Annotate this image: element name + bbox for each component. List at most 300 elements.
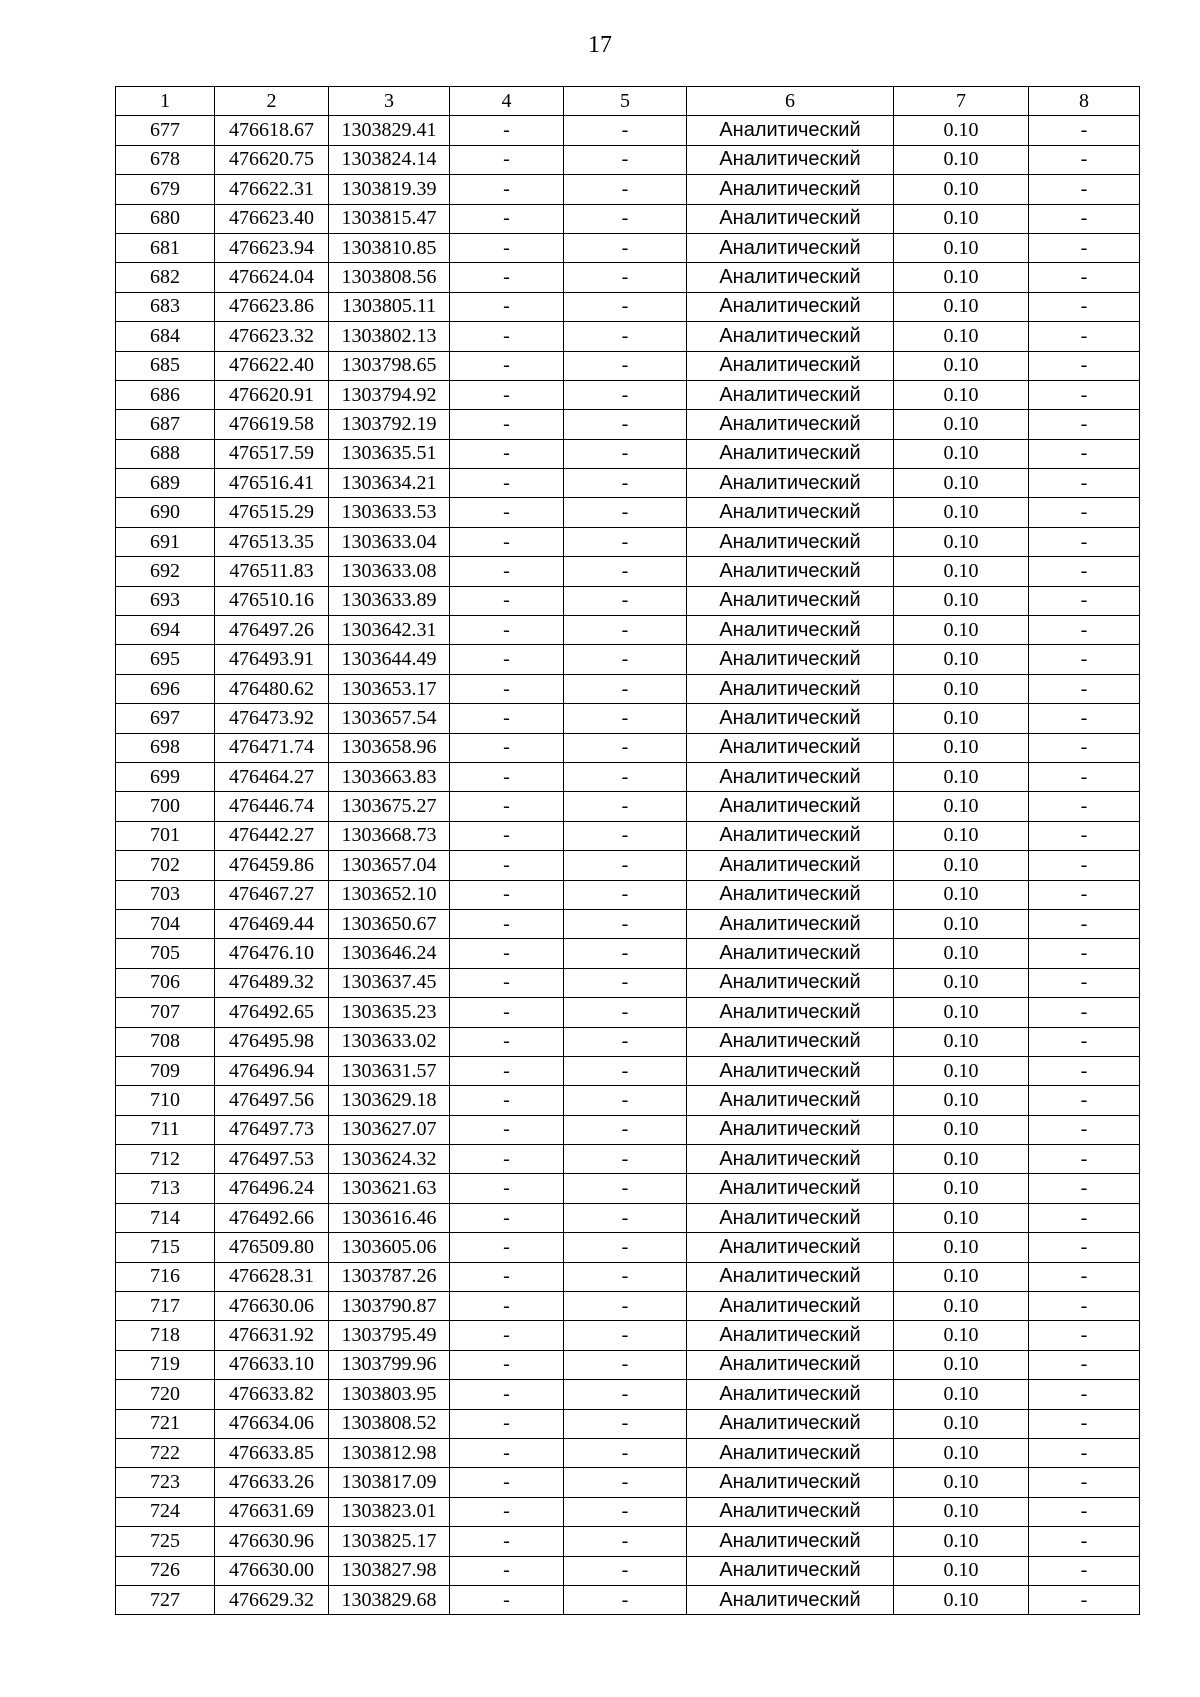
accuracy-cell: 0.10 — [894, 439, 1029, 468]
col4-cell: - — [450, 1174, 564, 1203]
col4-cell: - — [450, 498, 564, 527]
accuracy-cell: 0.10 — [894, 527, 1029, 556]
y-coordinate-cell: 1303825.17 — [329, 1527, 450, 1556]
col5-cell: - — [564, 1086, 687, 1115]
method-cell: Аналитический — [687, 380, 894, 409]
accuracy-cell: 0.10 — [894, 263, 1029, 292]
accuracy-cell: 0.10 — [894, 292, 1029, 321]
point-number-cell: 694 — [116, 616, 215, 645]
y-coordinate-cell: 1303633.08 — [329, 557, 450, 586]
y-coordinate-cell: 1303653.17 — [329, 674, 450, 703]
point-number-cell: 699 — [116, 762, 215, 791]
table-row — [116, 322, 1140, 351]
col4-cell: - — [450, 1233, 564, 1262]
accuracy-cell: 0.10 — [894, 998, 1029, 1027]
method-cell: Аналитический — [687, 233, 894, 262]
method-cell: Аналитический — [687, 351, 894, 380]
accuracy-cell: 0.10 — [894, 1585, 1029, 1614]
col8-cell: - — [1029, 586, 1140, 615]
method-cell: Аналитический — [687, 968, 894, 997]
point-number-cell: 678 — [116, 145, 215, 174]
accuracy-cell: 0.10 — [894, 968, 1029, 997]
accuracy-cell: 0.10 — [894, 145, 1029, 174]
accuracy-cell: 0.10 — [894, 557, 1029, 586]
col5-cell: - — [564, 1056, 687, 1085]
col5-cell: - — [564, 733, 687, 762]
col5-cell: - — [564, 351, 687, 380]
method-cell: Аналитический — [687, 1321, 894, 1350]
method-cell: Аналитический — [687, 410, 894, 439]
table-row — [116, 998, 1140, 1027]
x-coordinate-cell: 476495.98 — [215, 1027, 329, 1056]
point-number-cell: 722 — [116, 1438, 215, 1467]
col8-cell: - — [1029, 1203, 1140, 1232]
y-coordinate-cell: 1303792.19 — [329, 410, 450, 439]
col8-cell: - — [1029, 498, 1140, 527]
col8-cell: - — [1029, 1585, 1140, 1614]
col5-cell: - — [564, 175, 687, 204]
col5-cell: - — [564, 469, 687, 498]
col5-cell: - — [564, 498, 687, 527]
col8-cell: - — [1029, 909, 1140, 938]
col8-cell: - — [1029, 557, 1140, 586]
table-row — [116, 557, 1140, 586]
method-cell: Аналитический — [687, 498, 894, 527]
col8-cell: - — [1029, 1468, 1140, 1497]
x-coordinate-cell: 476517.59 — [215, 439, 329, 468]
col5-cell: - — [564, 1321, 687, 1350]
col5-cell: - — [564, 645, 687, 674]
table-row — [116, 1233, 1140, 1262]
accuracy-cell: 0.10 — [894, 322, 1029, 351]
col4-cell: - — [450, 322, 564, 351]
point-number-cell: 696 — [116, 674, 215, 703]
col4-cell: - — [450, 233, 564, 262]
col4-cell: - — [450, 616, 564, 645]
col5-cell: - — [564, 1527, 687, 1556]
col5-cell: - — [564, 1115, 687, 1144]
y-coordinate-cell: 1303802.13 — [329, 322, 450, 351]
col4-cell: - — [450, 1585, 564, 1614]
table-row — [116, 233, 1140, 262]
accuracy-cell: 0.10 — [894, 1556, 1029, 1585]
method-cell: Аналитический — [687, 204, 894, 233]
coordinates-table — [115, 86, 1140, 1615]
x-coordinate-cell: 476497.73 — [215, 1115, 329, 1144]
col8-cell: - — [1029, 1438, 1140, 1467]
y-coordinate-cell: 1303627.07 — [329, 1115, 450, 1144]
col5-cell: - — [564, 380, 687, 409]
col4-cell: - — [450, 1262, 564, 1291]
point-number-cell: 718 — [116, 1321, 215, 1350]
x-coordinate-cell: 476497.56 — [215, 1086, 329, 1115]
col8-cell: - — [1029, 616, 1140, 645]
method-cell: Аналитический — [687, 821, 894, 850]
x-coordinate-cell: 476476.10 — [215, 939, 329, 968]
col5-cell: - — [564, 1262, 687, 1291]
accuracy-cell: 0.10 — [894, 1233, 1029, 1262]
point-number-cell: 713 — [116, 1174, 215, 1203]
col4-cell: - — [450, 527, 564, 556]
point-number-cell: 681 — [116, 233, 215, 262]
col4-cell: - — [450, 1321, 564, 1350]
point-number-cell: 714 — [116, 1203, 215, 1232]
accuracy-cell: 0.10 — [894, 469, 1029, 498]
col8-cell: - — [1029, 439, 1140, 468]
x-coordinate-cell: 476480.62 — [215, 674, 329, 703]
accuracy-cell: 0.10 — [894, 939, 1029, 968]
col8-cell: - — [1029, 233, 1140, 262]
column-header: 2 — [215, 87, 329, 116]
point-number-cell: 683 — [116, 292, 215, 321]
y-coordinate-cell: 1303817.09 — [329, 1468, 450, 1497]
point-number-cell: 702 — [116, 851, 215, 880]
col5-cell: - — [564, 1409, 687, 1438]
table-row — [116, 1468, 1140, 1497]
table-row — [116, 1115, 1140, 1144]
col8-cell: - — [1029, 1145, 1140, 1174]
accuracy-cell: 0.10 — [894, 116, 1029, 145]
table-row — [116, 410, 1140, 439]
accuracy-cell: 0.10 — [894, 1203, 1029, 1232]
y-coordinate-cell: 1303815.47 — [329, 204, 450, 233]
col4-cell: - — [450, 1527, 564, 1556]
method-cell: Аналитический — [687, 880, 894, 909]
y-coordinate-cell: 1303616.46 — [329, 1203, 450, 1232]
col5-cell: - — [564, 410, 687, 439]
y-coordinate-cell: 1303824.14 — [329, 145, 450, 174]
y-coordinate-cell: 1303652.10 — [329, 880, 450, 909]
y-coordinate-cell: 1303798.65 — [329, 351, 450, 380]
x-coordinate-cell: 476446.74 — [215, 792, 329, 821]
accuracy-cell: 0.10 — [894, 792, 1029, 821]
y-coordinate-cell: 1303808.56 — [329, 263, 450, 292]
y-coordinate-cell: 1303827.98 — [329, 1556, 450, 1585]
col4-cell: - — [450, 204, 564, 233]
point-number-cell: 725 — [116, 1527, 215, 1556]
accuracy-cell: 0.10 — [894, 1497, 1029, 1526]
col4-cell: - — [450, 469, 564, 498]
x-coordinate-cell: 476620.91 — [215, 380, 329, 409]
col8-cell: - — [1029, 410, 1140, 439]
x-coordinate-cell: 476442.27 — [215, 821, 329, 850]
point-number-cell: 711 — [116, 1115, 215, 1144]
x-coordinate-cell: 476619.58 — [215, 410, 329, 439]
accuracy-cell: 0.10 — [894, 909, 1029, 938]
method-cell: Аналитический — [687, 263, 894, 292]
accuracy-cell: 0.10 — [894, 1350, 1029, 1379]
table-row — [116, 704, 1140, 733]
table-row — [116, 1527, 1140, 1556]
x-coordinate-cell: 476513.35 — [215, 527, 329, 556]
method-cell: Аналитический — [687, 1233, 894, 1262]
point-number-cell: 716 — [116, 1262, 215, 1291]
y-coordinate-cell: 1303787.26 — [329, 1262, 450, 1291]
col8-cell: - — [1029, 939, 1140, 968]
table-row — [116, 645, 1140, 674]
method-cell: Аналитический — [687, 557, 894, 586]
method-cell: Аналитический — [687, 1174, 894, 1203]
col8-cell: - — [1029, 292, 1140, 321]
y-coordinate-cell: 1303819.39 — [329, 175, 450, 204]
col5-cell: - — [564, 909, 687, 938]
column-header: 5 — [564, 87, 687, 116]
method-cell: Аналитический — [687, 1380, 894, 1409]
col4-cell: - — [450, 1027, 564, 1056]
col8-cell: - — [1029, 762, 1140, 791]
col4-cell: - — [450, 1380, 564, 1409]
x-coordinate-cell: 476492.65 — [215, 998, 329, 1027]
point-number-cell: 677 — [116, 116, 215, 145]
x-coordinate-cell: 476623.40 — [215, 204, 329, 233]
x-coordinate-cell: 476496.94 — [215, 1056, 329, 1085]
table-row — [116, 1380, 1140, 1409]
point-number-cell: 684 — [116, 322, 215, 351]
col8-cell: - — [1029, 263, 1140, 292]
table-row — [116, 1497, 1140, 1526]
point-number-cell: 680 — [116, 204, 215, 233]
y-coordinate-cell: 1303633.02 — [329, 1027, 450, 1056]
point-number-cell: 704 — [116, 909, 215, 938]
col8-cell: - — [1029, 1292, 1140, 1321]
col5-cell: - — [564, 1174, 687, 1203]
col8-cell: - — [1029, 1350, 1140, 1379]
method-cell: Аналитический — [687, 674, 894, 703]
point-number-cell: 721 — [116, 1409, 215, 1438]
col8-cell: - — [1029, 1262, 1140, 1291]
y-coordinate-cell: 1303657.04 — [329, 851, 450, 880]
accuracy-cell: 0.10 — [894, 175, 1029, 204]
method-cell: Аналитический — [687, 1203, 894, 1232]
point-number-cell: 689 — [116, 469, 215, 498]
method-cell: Аналитический — [687, 704, 894, 733]
table-row — [116, 439, 1140, 468]
x-coordinate-cell: 476511.83 — [215, 557, 329, 586]
col4-cell: - — [450, 1056, 564, 1085]
method-cell: Аналитический — [687, 616, 894, 645]
accuracy-cell: 0.10 — [894, 498, 1029, 527]
col5-cell: - — [564, 1380, 687, 1409]
accuracy-cell: 0.10 — [894, 704, 1029, 733]
col5-cell: - — [564, 322, 687, 351]
x-coordinate-cell: 476464.27 — [215, 762, 329, 791]
column-header: 1 — [116, 87, 215, 116]
col4-cell: - — [450, 380, 564, 409]
col4-cell: - — [450, 851, 564, 880]
col4-cell: - — [450, 145, 564, 174]
col5-cell: - — [564, 527, 687, 556]
x-coordinate-cell: 476633.10 — [215, 1350, 329, 1379]
col5-cell: - — [564, 851, 687, 880]
table-row — [116, 733, 1140, 762]
method-cell: Аналитический — [687, 175, 894, 204]
col5-cell: - — [564, 1292, 687, 1321]
col5-cell: - — [564, 586, 687, 615]
x-coordinate-cell: 476623.32 — [215, 322, 329, 351]
method-cell: Аналитический — [687, 116, 894, 145]
accuracy-cell: 0.10 — [894, 1027, 1029, 1056]
x-coordinate-cell: 476497.53 — [215, 1145, 329, 1174]
x-coordinate-cell: 476492.66 — [215, 1203, 329, 1232]
x-coordinate-cell: 476634.06 — [215, 1409, 329, 1438]
col5-cell: - — [564, 145, 687, 174]
x-coordinate-cell: 476471.74 — [215, 733, 329, 762]
table-row — [116, 527, 1140, 556]
method-cell: Аналитический — [687, 322, 894, 351]
col5-cell: - — [564, 439, 687, 468]
col4-cell: - — [450, 645, 564, 674]
x-coordinate-cell: 476631.92 — [215, 1321, 329, 1350]
method-cell: Аналитический — [687, 1027, 894, 1056]
col4-cell: - — [450, 351, 564, 380]
col4-cell: - — [450, 998, 564, 1027]
method-cell: Аналитический — [687, 998, 894, 1027]
point-number-cell: 724 — [116, 1497, 215, 1526]
method-cell: Аналитический — [687, 1497, 894, 1526]
method-cell: Аналитический — [687, 1115, 894, 1144]
method-cell: Аналитический — [687, 645, 894, 674]
x-coordinate-cell: 476630.00 — [215, 1556, 329, 1585]
col8-cell: - — [1029, 1380, 1140, 1409]
col8-cell: - — [1029, 380, 1140, 409]
col4-cell: - — [450, 1115, 564, 1144]
point-number-cell: 691 — [116, 527, 215, 556]
point-number-cell: 695 — [116, 645, 215, 674]
y-coordinate-cell: 1303621.63 — [329, 1174, 450, 1203]
accuracy-cell: 0.10 — [894, 1438, 1029, 1467]
col8-cell: - — [1029, 1409, 1140, 1438]
col5-cell: - — [564, 674, 687, 703]
y-coordinate-cell: 1303650.67 — [329, 909, 450, 938]
y-coordinate-cell: 1303631.57 — [329, 1056, 450, 1085]
table-row — [116, 498, 1140, 527]
y-coordinate-cell: 1303675.27 — [329, 792, 450, 821]
col4-cell: - — [450, 586, 564, 615]
col8-cell: - — [1029, 1115, 1140, 1144]
x-coordinate-cell: 476630.96 — [215, 1527, 329, 1556]
method-cell: Аналитический — [687, 1409, 894, 1438]
y-coordinate-cell: 1303635.51 — [329, 439, 450, 468]
method-cell: Аналитический — [687, 439, 894, 468]
point-number-cell: 709 — [116, 1056, 215, 1085]
point-number-cell: 719 — [116, 1350, 215, 1379]
col4-cell: - — [450, 792, 564, 821]
point-number-cell: 705 — [116, 939, 215, 968]
method-cell: Аналитический — [687, 1145, 894, 1174]
method-cell: Аналитический — [687, 733, 894, 762]
method-cell: Аналитический — [687, 1292, 894, 1321]
point-number-cell: 685 — [116, 351, 215, 380]
y-coordinate-cell: 1303803.95 — [329, 1380, 450, 1409]
y-coordinate-cell: 1303634.21 — [329, 469, 450, 498]
col5-cell: - — [564, 557, 687, 586]
y-coordinate-cell: 1303658.96 — [329, 733, 450, 762]
x-coordinate-cell: 476496.24 — [215, 1174, 329, 1203]
point-number-cell: 690 — [116, 498, 215, 527]
point-number-cell: 697 — [116, 704, 215, 733]
accuracy-cell: 0.10 — [894, 762, 1029, 791]
table-row — [116, 263, 1140, 292]
table-row — [116, 968, 1140, 997]
col8-cell: - — [1029, 1174, 1140, 1203]
y-coordinate-cell: 1303812.98 — [329, 1438, 450, 1467]
col5-cell: - — [564, 880, 687, 909]
col4-cell: - — [450, 1145, 564, 1174]
col4-cell: - — [450, 674, 564, 703]
table-row — [116, 351, 1140, 380]
table-row — [116, 116, 1140, 145]
y-coordinate-cell: 1303823.01 — [329, 1497, 450, 1526]
col8-cell: - — [1029, 821, 1140, 850]
col4-cell: - — [450, 557, 564, 586]
col4-cell: - — [450, 939, 564, 968]
x-coordinate-cell: 476622.31 — [215, 175, 329, 204]
page-number: 17 — [588, 32, 612, 58]
col4-cell: - — [450, 1556, 564, 1585]
y-coordinate-cell: 1303829.41 — [329, 116, 450, 145]
col5-cell: - — [564, 1497, 687, 1526]
x-coordinate-cell: 476620.75 — [215, 145, 329, 174]
col4-cell: - — [450, 821, 564, 850]
col8-cell: - — [1029, 322, 1140, 351]
accuracy-cell: 0.10 — [894, 380, 1029, 409]
col4-cell: - — [450, 1203, 564, 1232]
col4-cell: - — [450, 1438, 564, 1467]
col8-cell: - — [1029, 1086, 1140, 1115]
x-coordinate-cell: 476630.06 — [215, 1292, 329, 1321]
point-number-cell: 692 — [116, 557, 215, 586]
y-coordinate-cell: 1303805.11 — [329, 292, 450, 321]
col5-cell: - — [564, 939, 687, 968]
col4-cell: - — [450, 968, 564, 997]
method-cell: Аналитический — [687, 939, 894, 968]
col5-cell: - — [564, 998, 687, 1027]
point-number-cell: 698 — [116, 733, 215, 762]
table-row — [116, 145, 1140, 174]
col5-cell: - — [564, 233, 687, 262]
point-number-cell: 727 — [116, 1585, 215, 1614]
accuracy-cell: 0.10 — [894, 1262, 1029, 1291]
y-coordinate-cell: 1303668.73 — [329, 821, 450, 850]
accuracy-cell: 0.10 — [894, 674, 1029, 703]
accuracy-cell: 0.10 — [894, 1145, 1029, 1174]
col8-cell: - — [1029, 1556, 1140, 1585]
column-header: 7 — [894, 87, 1029, 116]
col8-cell: - — [1029, 645, 1140, 674]
x-coordinate-cell: 476497.26 — [215, 616, 329, 645]
point-number-cell: 715 — [116, 1233, 215, 1262]
col5-cell: - — [564, 1468, 687, 1497]
y-coordinate-cell: 1303633.53 — [329, 498, 450, 527]
point-number-cell: 707 — [116, 998, 215, 1027]
y-coordinate-cell: 1303663.83 — [329, 762, 450, 791]
x-coordinate-cell: 476473.92 — [215, 704, 329, 733]
col4-cell: - — [450, 439, 564, 468]
table-header-row — [116, 87, 1140, 116]
col8-cell: - — [1029, 674, 1140, 703]
x-coordinate-cell: 476509.80 — [215, 1233, 329, 1262]
col5-cell: - — [564, 968, 687, 997]
table-row — [116, 204, 1140, 233]
table-row — [116, 1056, 1140, 1085]
accuracy-cell: 0.10 — [894, 1468, 1029, 1497]
col4-cell: - — [450, 175, 564, 204]
col5-cell: - — [564, 292, 687, 321]
col8-cell: - — [1029, 351, 1140, 380]
x-coordinate-cell: 476510.16 — [215, 586, 329, 615]
point-number-cell: 701 — [116, 821, 215, 850]
col5-cell: - — [564, 1438, 687, 1467]
